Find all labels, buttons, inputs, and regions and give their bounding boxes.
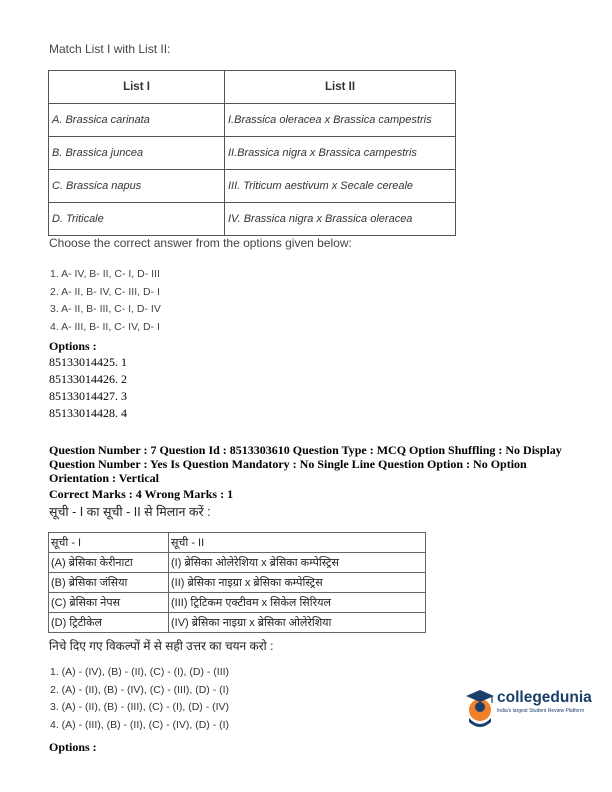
table-row [49, 104, 456, 137]
list2-cell: (IV) ब्रेसिका नाइग्रा x ब्रेसिका ओलेरेशिया [169, 613, 426, 633]
list1-cell: C. Brassica napus [49, 170, 225, 203]
option-code: 85133014425. 1 [49, 355, 127, 369]
list1-cell: (C) ब्रेसिका नेपस [49, 593, 169, 613]
list1-cell: (A) ब्रेसिका केरीनाटा [49, 553, 169, 573]
list1-cell: (D) ट्रिटीकेल [49, 613, 169, 633]
hindi-question: सूची - I का सूची - II से मिलान करें : [49, 505, 211, 519]
table-row [49, 593, 426, 613]
option-code: 85133014427. 3 [49, 389, 127, 403]
list2-cell: III. Triticum aestivum x Secale cereale [225, 170, 456, 203]
option-item: 2. A- II, B- IV, C- III, D- I [50, 285, 160, 298]
list2-cell: IV. Brassica nigra x Brassica oleracea [225, 203, 456, 236]
option-code: 85133014428. 4 [49, 406, 127, 420]
logo-tagline: India's largest Student Review Platform [497, 708, 585, 714]
header-list-2: सूची - II [169, 533, 426, 553]
choose-instruction: Choose the correct answer from the options given below: [49, 236, 352, 250]
header-list-1: सूची - I [49, 533, 169, 553]
answer-options-english [50, 266, 161, 336]
list2-cell: (I) ब्रेसिका ओलेरेशिया x ब्रेसिका कम्पेस्ट्रिस [169, 553, 426, 573]
table-header-row [49, 533, 426, 553]
logo-wordmark: collegedunia [497, 689, 592, 706]
list2-cell: (II) ब्रेसिका नाइग्रा x ब्रेसिका कम्पेस्ट्रिस [169, 573, 426, 593]
option-item: 2. (A) - (II), (B) - (IV), (C) - (III), (D) - (I) [50, 683, 230, 696]
table-row [49, 613, 426, 633]
list2-cell: (III) ट्रिटिकम एक्टीवम x सिकेल सिरियल [169, 593, 426, 613]
answer-options-hindi [50, 664, 229, 734]
option-item: 3. A- II, B- III, C- I, D- IV [50, 303, 161, 315]
list1-cell: A. Brassica carinata [49, 104, 225, 137]
table-row [49, 573, 426, 593]
option-item: 4. A- III, B- II, C- IV, D- I [50, 320, 160, 333]
list2-cell: I.Brassica oleracea x Brassica campestris [225, 104, 456, 137]
header-list-1: List I [49, 71, 225, 104]
table-row [49, 137, 456, 170]
option-code: 85133014426. 2 [49, 372, 127, 386]
match-table-hindi [48, 532, 426, 633]
hindi-choose-instruction: निचे दिए गए विकल्पों में से सही उत्तर का चयन करो : [49, 639, 274, 653]
option-codes-list [49, 354, 127, 422]
options-label: Options : [49, 339, 97, 353]
table-row [49, 170, 456, 203]
option-item: 4. (A) - (III), (B) - (II), (C) - (IV), (D) - (I) [50, 718, 230, 731]
options-label-2: Options : [49, 740, 97, 754]
list1-cell: B. Brassica juncea [49, 137, 225, 170]
option-item: 3. (A) - (II), (B) - (III), (C) - (I), (D) - (IV) [50, 701, 230, 713]
option-item: 1. A- IV, B- II, C- I, D- III [50, 268, 160, 280]
list1-cell: (B) ब्रेसिका जंसिया [49, 573, 169, 593]
table-header-row [49, 71, 456, 104]
header-list-2: List II [225, 71, 456, 104]
match-instruction: Match List I with List II: [49, 42, 171, 56]
table-row [49, 203, 456, 236]
match-table-english [48, 70, 456, 236]
option-item: 1. (A) - (IV), (B) - (II), (C) - (I), (D) - (III) [50, 666, 230, 678]
table-row [49, 553, 426, 573]
marks-info: Correct Marks : 4 Wrong Marks : 1 [49, 487, 234, 501]
question-info: Question Number : 7 Question Id : 8513303610 Question Type : MCQ Option Shuffling : No Display Question Number : Yes Is Question Mandatory : No Single Line Question Option : No Option Orientation : Vertical [49, 443, 562, 485]
list2-cell: II.Brassica nigra x Brassica campestris [225, 137, 456, 170]
list1-cell: D. Triticale [49, 203, 225, 236]
